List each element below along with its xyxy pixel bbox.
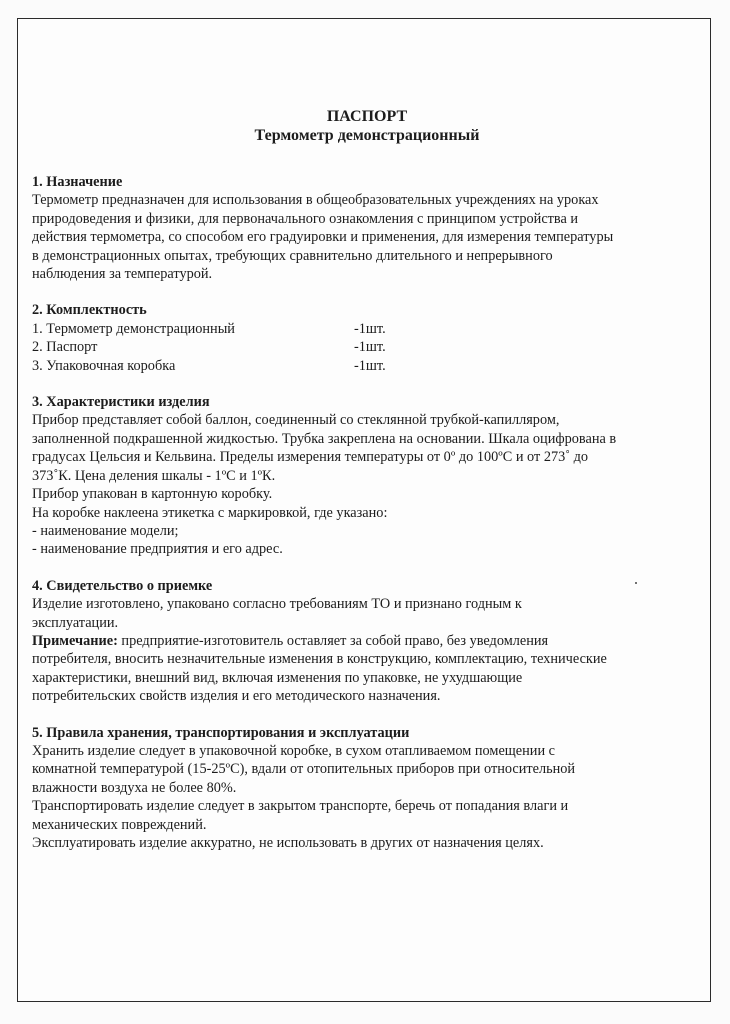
- text-line: потребителя, вносить незначительные изменения в конструкцию, комплектацию, технические: [32, 651, 607, 668]
- text-line: действия термометра, со способом его градуировки и применения, для измерения температуры: [32, 229, 614, 246]
- text-line: наблюдения за температурой.: [32, 266, 213, 283]
- note-text: предприятие-изготовитель оставляет за собой право, без уведомления: [117, 632, 549, 649]
- item-qty: -1шт.: [354, 320, 386, 337]
- text-line: - наименование предприятия и его адрес.: [32, 541, 283, 558]
- list-item: [32, 320, 702, 338]
- text-line: Хранить изделие следует в упаковочной коробке, в сухом отапливаемом помещении с: [32, 742, 556, 759]
- text-line: Транспортировать изделие следует в закрытом транспорте, беречь от попадания влаги и: [32, 798, 569, 815]
- document-page: [17, 18, 711, 1002]
- item-name: 2. Паспорт: [32, 339, 98, 356]
- document-title: ПАСПОРТ: [326, 108, 408, 125]
- note-label: Примечание:: [32, 632, 118, 649]
- text-line: - наименование модели;: [32, 522, 179, 539]
- kit-list: [32, 320, 702, 375]
- section-heading: 3. Характеристики изделия: [32, 394, 210, 411]
- text-line: механических повреждений.: [32, 816, 207, 833]
- text-line: характеристики, внешний вид, включая изменения по упаковке, не ухудшающие: [32, 669, 523, 686]
- item-qty: -1шт.: [354, 339, 386, 356]
- item-name: 3. Упаковочная коробка: [32, 357, 176, 374]
- scan-speck: [635, 582, 637, 584]
- document-subtitle: Термометр демонстрационный: [254, 127, 480, 144]
- text-line: заполненной подкрашенной жидкостью. Трубка закреплена на основании. Шкала оцифрована в: [32, 430, 617, 447]
- text-line: 373˚К. Цена деления шкалы - 1ºС и 1ºК.: [32, 467, 276, 484]
- item-qty: -1шт.: [354, 357, 386, 374]
- section-characteristics: [32, 393, 702, 559]
- text-line: влажности воздуха не более 80%.: [32, 779, 237, 796]
- section-acceptance: [32, 577, 702, 706]
- section-heading: 1. Назначение: [32, 174, 123, 190]
- text-line: в демонстрационных опытах, требующих сравнительно длительного и непрерывного: [32, 247, 553, 264]
- document-body: [32, 107, 702, 870]
- section-heading: 5. Правила хранения, транспортирования и эксплуатации: [32, 724, 410, 741]
- text-line: потребительских свойств изделия и его методического назначения.: [32, 688, 441, 705]
- text-line: комнатной температурой (15-25ºС), вдали от отопительных приборов при относительной: [32, 761, 576, 778]
- section-heading: 2. Комплектность: [32, 302, 147, 319]
- list-item: [32, 357, 702, 375]
- text-line: градусах Цельсия и Кельвина. Пределы измерения температуры от 0º до 100ºС и от 273˚ до: [32, 449, 589, 466]
- section-completeness: [32, 301, 702, 375]
- section-storage: [32, 724, 702, 853]
- text-line: Изделие изготовлено, упаковано согласно требованиям ТО и признано годным к: [32, 596, 522, 613]
- text-line: На коробке наклеена этикетка с маркировкой, где указано:: [32, 504, 388, 521]
- list-item: [32, 338, 702, 356]
- text-line: Прибор представляет собой баллон, соединенный со стеклянной трубкой-капилляром,: [32, 412, 560, 429]
- section-heading: 4. Свидетельство о приемке: [32, 577, 213, 594]
- text-line: эксплуатации.: [32, 614, 119, 631]
- item-name: 1. Термометр демонстрационный: [32, 320, 235, 337]
- text-line: Термометр предназначен для использования в общеобразовательных учреждениях на уроках: [32, 192, 599, 209]
- text-line: Эксплуатировать изделие аккуратно, не использовать в других от назначения целях.: [32, 835, 544, 851]
- text-line: Прибор упакован в картонную коробку.: [32, 486, 273, 503]
- text-line: природоведения и физики, для первоначального ознакомления с принципом устройства и: [32, 210, 579, 227]
- note-line: [32, 632, 702, 650]
- section-purpose: [32, 173, 702, 283]
